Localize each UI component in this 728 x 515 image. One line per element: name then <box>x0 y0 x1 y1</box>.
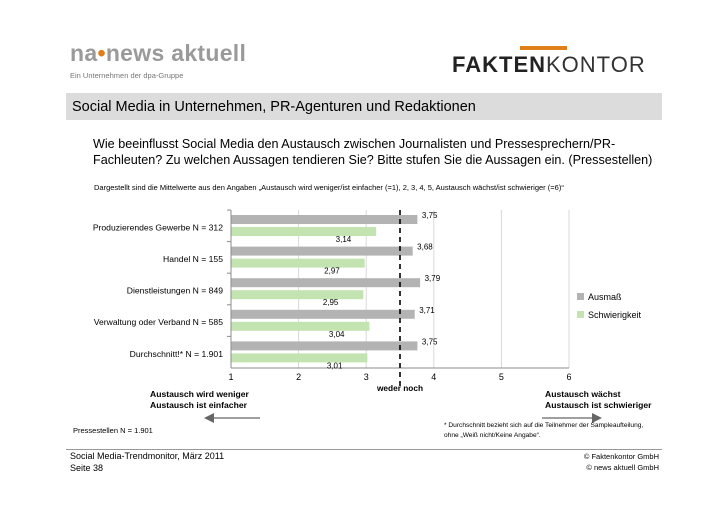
x-tick-label: 6 <box>566 372 572 382</box>
bar-ausmass <box>232 310 415 319</box>
legend-label: Ausmaß <box>588 292 622 302</box>
data-label: 2,97 <box>324 266 340 276</box>
data-label: 3,75 <box>421 211 438 220</box>
x-tick-label: 1 <box>228 372 234 382</box>
category-label: Durchschnitt!* N = 1.901 <box>129 348 223 359</box>
data-label: 3,75 <box>421 337 438 347</box>
category-label: Dienstleistungen N = 849 <box>126 285 223 296</box>
footer-title: Social Media-Trendmonitor, März 2011 <box>70 451 225 461</box>
logo-na-text: na <box>70 40 98 66</box>
bar-ausmass <box>232 278 421 287</box>
data-label: 3,71 <box>419 305 435 315</box>
sample-note: Pressestellen N = 1.901 <box>73 426 153 435</box>
left-annotation-line2: Austausch ist einfacher <box>150 400 247 410</box>
data-label: 3,68 <box>417 242 433 252</box>
news-aktuell-tagline: Ein Unternehmen der dpa-Gruppe <box>70 71 184 80</box>
legend-swatch <box>577 293 584 300</box>
x-tick-label: 2 <box>296 372 302 382</box>
bar-ausmass <box>232 341 418 350</box>
category-label: Verwaltung oder Verband N = 585 <box>93 317 223 328</box>
data-label: 3,04 <box>328 329 345 339</box>
bar-schwierigkeit <box>232 227 377 236</box>
logo-fakten-text: FAKTEN <box>452 52 546 77</box>
footnote-line2: ohne „Weiß nicht/Keine Angabe“. <box>444 432 541 439</box>
legend-swatch <box>577 311 584 318</box>
copyright-news-aktuell: © news aktuell GmbH <box>586 463 659 472</box>
bar-ausmass <box>232 215 418 224</box>
logo-news-aktuell-text: news aktuell <box>105 40 247 66</box>
data-label: 3,01 <box>326 361 343 371</box>
category-label: Handel N = 155 <box>163 253 223 264</box>
data-label: 3,79 <box>424 274 441 284</box>
category-label: Produzierendes Gewerbe N = 312 <box>92 222 223 233</box>
left-annotation-line1: Austausch wird weniger <box>150 389 249 399</box>
data-label: 2,95 <box>322 298 339 308</box>
bar-schwierigkeit <box>232 353 368 362</box>
logo-na-dot: • <box>97 40 106 66</box>
chart-subtitle: Dargestellt sind die Mittelwerte aus den Angaben „Austausch wird weniger/ist einfacher (=1), 2, 3, 4, 5, Austausch wächst/ist schwieriger (=6)“ <box>94 183 564 192</box>
x-tick-label: 4 <box>431 372 437 382</box>
footer-divider <box>66 449 662 450</box>
x-tick-label: 3 <box>363 372 369 382</box>
right-annotation-line2: Austausch ist schwieriger <box>545 400 652 410</box>
bar-schwierigkeit <box>232 322 370 331</box>
left-arrow-head <box>204 413 214 423</box>
data-label: 3,14 <box>335 235 352 244</box>
legend-label: Schwierigkeit <box>588 310 642 320</box>
copyright-faktenkontor: © Faktenkontor GmbH <box>583 452 659 461</box>
right-annotation-line1: Austausch wächst <box>545 389 621 399</box>
bar-schwierigkeit <box>232 290 364 299</box>
logo-kontor-text: KONTOR <box>546 52 646 77</box>
bar-ausmass <box>232 247 413 256</box>
x-tick-label: 5 <box>498 372 504 382</box>
footnote-line1: * Durchschnitt bezieht sich auf die Teilnehmer der Sampleaufteilung, <box>444 422 644 429</box>
survey-question: Wie beeinflusst Social Media den Austausch zwischen Journalisten und Pressesprechern/PR-Fachleuten? Zu welchen Aussagen tendieren Sie? Bitte stufen Sie die Aussagen ein. (Pressestellen) <box>93 137 653 167</box>
bar-schwierigkeit <box>232 259 365 268</box>
slide-title: Social Media in Unternehmen, PR-Agenturen und Redaktionen <box>72 99 476 115</box>
page-number: Seite 38 <box>70 463 104 473</box>
reference-label: weder noch <box>376 383 424 393</box>
